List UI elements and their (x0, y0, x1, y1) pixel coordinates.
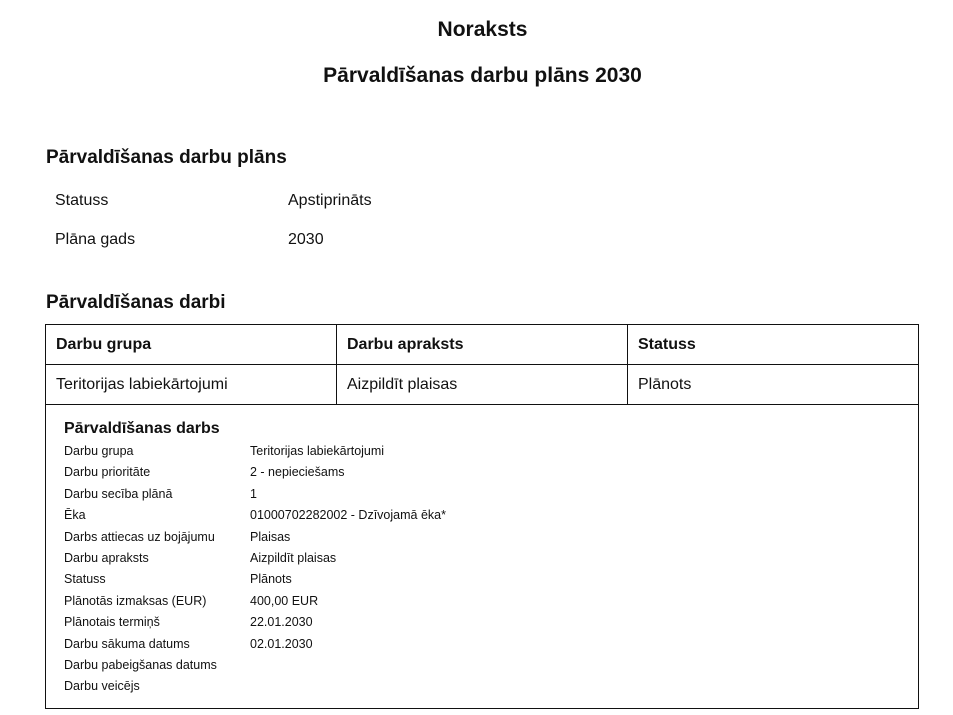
detail-row (64, 612, 446, 633)
detail-value: 1 (250, 486, 257, 501)
detail-row (64, 527, 446, 548)
header-cell-status: Statuss (627, 325, 918, 364)
detail-label: Darbu secība plānā (64, 486, 173, 501)
detail-value: Plaisas (250, 529, 291, 544)
detail-row (64, 441, 446, 462)
document-subtitle: Pārvaldīšanas darbu plāns 2030 (323, 64, 642, 87)
document-title: Noraksts (437, 18, 528, 41)
detail-label: Ēka (64, 508, 86, 523)
cell-work-group: Teritorijas labiekārtojumi (56, 375, 228, 393)
detail-label: Darbu grupa (64, 444, 134, 458)
detail-value: 400,00 EUR (250, 593, 319, 608)
work-detail-title: Pārvaldīšanas darbs (64, 420, 220, 437)
table-header-row (46, 325, 918, 365)
works-section-heading: Pārvaldīšanas darbi (46, 292, 226, 313)
detail-value: Aizpildīt plaisas (250, 551, 337, 566)
detail-row (64, 676, 446, 697)
works-table (45, 324, 919, 709)
cell-work-description: Aizpildīt plaisas (336, 365, 627, 404)
detail-label: Darbs attiecas uz bojājumu (64, 529, 215, 544)
detail-row (64, 484, 446, 505)
plan-status-label: Statuss (55, 192, 109, 209)
detail-value: Plānots (250, 572, 292, 587)
detail-label: Darbu veicējs (64, 679, 140, 694)
detail-label: Darbu apraksts (64, 551, 149, 566)
detail-value: 2 - nepieciešams (250, 465, 345, 480)
detail-row (64, 505, 446, 526)
plan-year-value: 2030 (288, 231, 324, 248)
detail-label: Darbu prioritāte (64, 465, 151, 480)
detail-label: Darbu sākuma datums (64, 636, 190, 651)
detail-label: Plānotais termiņš (64, 615, 160, 630)
cell-status: Plānots (627, 365, 918, 404)
detail-value: 01000702282002 - Dzīvojamā ēka* (250, 508, 446, 523)
detail-row (64, 569, 446, 590)
detail-label: Statuss (64, 572, 106, 587)
header-cell-work-description: Darbu apraksts (336, 325, 627, 364)
detail-row (64, 462, 446, 483)
plan-year-label: Plāna gads (55, 231, 136, 248)
detail-value: Teritorijas labiekārtojumi (250, 444, 385, 458)
detail-row (64, 548, 446, 569)
detail-row (64, 634, 446, 655)
detail-value: 22.01.2030 (250, 615, 313, 630)
plan-status-value: Apstiprināts (288, 192, 372, 209)
detail-value: 02.01.2030 (250, 636, 313, 651)
plan-section-heading: Pārvaldīšanas darbu plāns (46, 147, 287, 168)
detail-row (64, 591, 446, 612)
detail-label: Darbu pabeigšanas datums (64, 658, 217, 673)
work-detail-panel (64, 419, 446, 698)
detail-row (64, 655, 446, 676)
table-row (46, 365, 918, 405)
detail-label: Plānotās izmaksas (EUR) (64, 593, 207, 608)
work-detail-list (64, 441, 446, 698)
header-cell-work-group: Darbu grupa (56, 335, 152, 353)
